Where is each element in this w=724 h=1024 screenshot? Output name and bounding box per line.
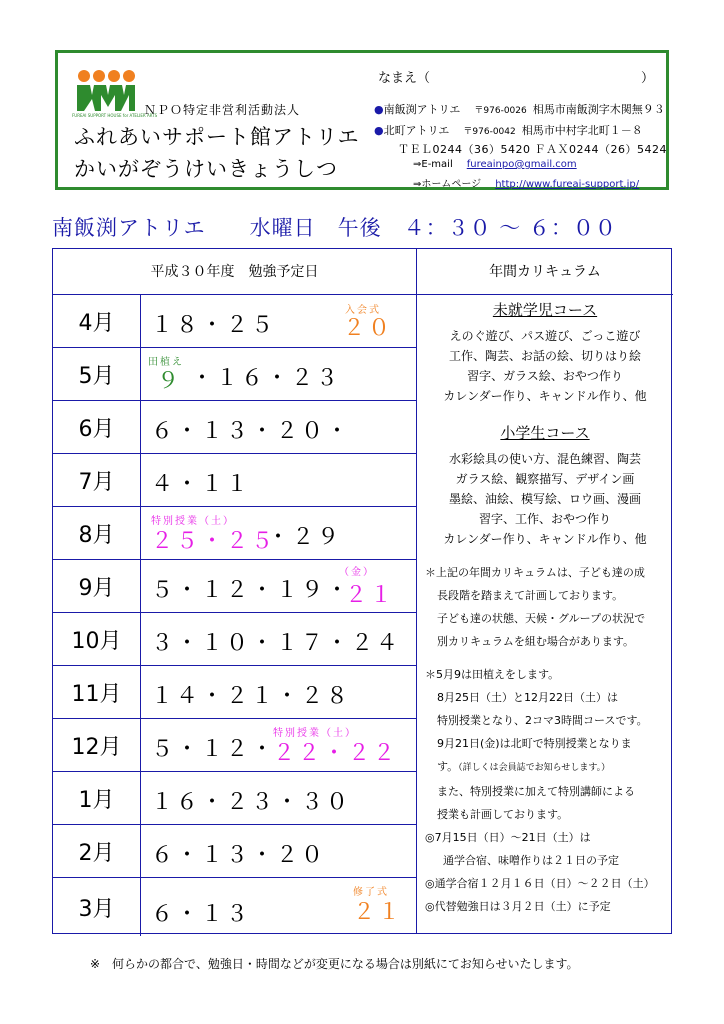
table-row bbox=[53, 401, 416, 454]
table-row bbox=[53, 878, 416, 936]
dates: ３・１０・１７・２４ bbox=[151, 631, 402, 656]
month-label: 1月 bbox=[53, 772, 141, 824]
table-row bbox=[53, 507, 416, 560]
event-date: ２２・２２ bbox=[273, 741, 399, 766]
note-line bbox=[417, 732, 673, 755]
event-note: 特別授業（土） bbox=[273, 728, 357, 739]
note-line: ◎7月15日（日）～21日（土）は bbox=[425, 831, 591, 844]
event-date: ２１ bbox=[353, 900, 404, 925]
month-label: 8月 bbox=[53, 507, 141, 559]
note-line: ＊5月9は田植えをします。 bbox=[425, 668, 560, 681]
course-line: カレンダー作り、キャンドル作り、他 bbox=[443, 389, 647, 403]
note-line: ◎代替勉強日は３月２日（土）に予定 bbox=[425, 900, 611, 913]
month-label: 2月 bbox=[53, 825, 141, 877]
note-text-small: （詳しくは会員誌でお知らせします。） bbox=[458, 763, 611, 773]
note-line: ＊上記の年間カリキュラムは、子ども達の成 bbox=[425, 566, 645, 579]
course-title-preschool: 未就学児コース bbox=[492, 301, 598, 319]
course-line: 習字、工作、おやつ作り bbox=[478, 512, 611, 526]
name-close: ） bbox=[641, 71, 655, 86]
address-minami-text: 相馬市南飯渕字木関無９３ bbox=[532, 103, 665, 116]
name-label: なまえ（ bbox=[378, 71, 431, 86]
dates: ・１６・２３ bbox=[191, 366, 342, 391]
course-line: カレンダー作り、キャンドル作り、他 bbox=[443, 532, 647, 546]
logo-icon bbox=[76, 69, 136, 113]
address-kita-name: 北町アトリエ bbox=[383, 124, 450, 137]
table-row bbox=[53, 613, 416, 666]
course-line: 工作、陶芸、お話の絵、切りはり絵 bbox=[448, 349, 641, 363]
table-row bbox=[53, 825, 416, 878]
dates: ６・１３・２０ bbox=[151, 843, 327, 868]
dates: ６・１３・２０・ bbox=[151, 419, 352, 444]
table-row bbox=[53, 348, 416, 401]
event-note: （金） bbox=[339, 567, 375, 578]
month-label: 3月 bbox=[53, 878, 141, 936]
course-line: 水彩絵具の使い方、混色練習、陶芸 bbox=[448, 452, 641, 466]
schedule-header: 平成３０年度 勉強予定日 bbox=[53, 249, 416, 295]
dates: ６・１３ bbox=[151, 902, 252, 927]
month-label: 4月 bbox=[53, 295, 141, 347]
name-field[interactable] bbox=[378, 67, 658, 86]
event-date: ２１ bbox=[345, 583, 396, 608]
note-line: 長段階を踏まえて計画しております。 bbox=[437, 589, 624, 602]
dates: １４・２１・２８ bbox=[151, 684, 352, 709]
address-minami: ●南飯渕アトリエ 〒976-0026 相馬市南飯渕字木関無９３ bbox=[374, 103, 665, 116]
month-label: 6月 bbox=[53, 401, 141, 453]
event-note: 田植え bbox=[148, 357, 184, 368]
month-label: 9月 bbox=[53, 560, 141, 612]
course-line: えのぐ遊び、パス遊び、ごっこ遊び bbox=[449, 329, 641, 343]
month-label: 7月 bbox=[53, 454, 141, 506]
dates: ・２９ bbox=[267, 525, 343, 550]
month-label: 10月 bbox=[53, 613, 141, 665]
event-date: ２０ bbox=[343, 316, 394, 341]
org-name: ふれあいサポート館アトリエ bbox=[74, 125, 360, 149]
phone-fax: ＴＥＬ0244（36）5420 ＦＡＸ0244（26）5424 bbox=[398, 143, 667, 156]
web-label: ⇒ホームページ bbox=[413, 179, 482, 190]
dates: ５・１２・１９・ bbox=[151, 578, 352, 603]
note-line: 通学合宿、味噌作りは２１日の予定 bbox=[443, 854, 619, 867]
dates: ５・１２・ bbox=[151, 737, 277, 762]
web-row bbox=[413, 175, 639, 190]
event-note: 入会式 bbox=[345, 305, 381, 316]
address-kita-zip: 〒976-0042 bbox=[463, 127, 516, 137]
table-row bbox=[53, 719, 416, 772]
note-line bbox=[417, 755, 673, 780]
month-label: 12月 bbox=[53, 719, 141, 771]
npo-label: ＮＰＯ特定非営利活動法人 bbox=[144, 103, 301, 117]
note-text: 9月21日(金)は北町で特別授業となりま bbox=[437, 737, 632, 750]
web-link[interactable]: http://www.fureai-support.jp/ bbox=[495, 179, 640, 190]
curriculum-panel bbox=[417, 295, 673, 918]
class-title: 南飯渕アトリエ 水曜日 午後 ４：３０ ～ ６：００ bbox=[52, 216, 617, 240]
dates: １６・２３・３０ bbox=[151, 790, 352, 815]
note-line: 授業も計画しております。 bbox=[437, 808, 569, 821]
logo-caption: FUREAI SUPPORT HOUSE for ATELIER ARTS bbox=[72, 113, 158, 118]
table-row bbox=[53, 772, 416, 825]
address-kita-text: 相馬市中村字北町１－８ bbox=[521, 124, 643, 137]
address-minami-name: 南飯渕アトリエ bbox=[383, 103, 461, 116]
email-link[interactable]: fureainpo@gmail.com bbox=[466, 159, 577, 170]
month-label: 11月 bbox=[53, 666, 141, 718]
note-line: 別カリキュラムを組む場合があります。 bbox=[437, 635, 635, 648]
month-label: 5月 bbox=[53, 348, 141, 400]
address-kita: ●北町アトリエ 〒976-0042 相馬市中村字北町１－８ bbox=[374, 124, 643, 137]
address-minami-zip: 〒976-0026 bbox=[474, 106, 527, 116]
dates: ４・１１ bbox=[151, 472, 252, 497]
course-line: 墨絵、油絵、模写絵、ロウ画、漫画 bbox=[448, 492, 641, 506]
course-line: 習字、ガラス絵、おやつ作り bbox=[467, 369, 623, 383]
event-date: ９ bbox=[157, 369, 183, 394]
email-label: ⇒E-mail bbox=[413, 159, 453, 170]
dates: １８・２５ bbox=[151, 313, 277, 338]
course-title-elementary: 小学生コース bbox=[500, 424, 590, 442]
table-row bbox=[53, 666, 416, 719]
table-row bbox=[53, 454, 416, 507]
event-note: 修了式 bbox=[353, 887, 389, 898]
note-line: 子ども達の状態、天候・グループの状況で bbox=[437, 612, 646, 625]
note-line: 特別授業となり、2コマ3時間コースです。 bbox=[437, 714, 648, 727]
note-line: また、特別授業に加えて特別講師による bbox=[437, 785, 635, 798]
event-note: 特別授業（土） bbox=[151, 516, 235, 527]
note-line: 8月25日（土）と12月22日（土）は bbox=[437, 691, 618, 704]
footer-note: ※ 何らかの都合で、勉強日・時間などが変更になる場合は別紙にてお知らせいたします。 bbox=[90, 957, 579, 971]
note-line: ◎通学合宿１２月１６日（日）～２２日（土） bbox=[425, 877, 655, 890]
org-subtitle: かいがぞうけいきょうしつ bbox=[74, 157, 338, 181]
course-line: ガラス絵、観察描写、デザイン画 bbox=[455, 472, 635, 486]
event-date: ２５・２５ bbox=[151, 529, 277, 554]
header-box bbox=[55, 50, 669, 190]
table-row bbox=[53, 560, 416, 613]
email-row bbox=[413, 159, 577, 170]
note-text: す。 bbox=[437, 760, 459, 773]
table-row bbox=[53, 295, 416, 348]
curriculum-header: 年間カリキュラム bbox=[417, 249, 673, 295]
schedule-table bbox=[52, 248, 672, 934]
